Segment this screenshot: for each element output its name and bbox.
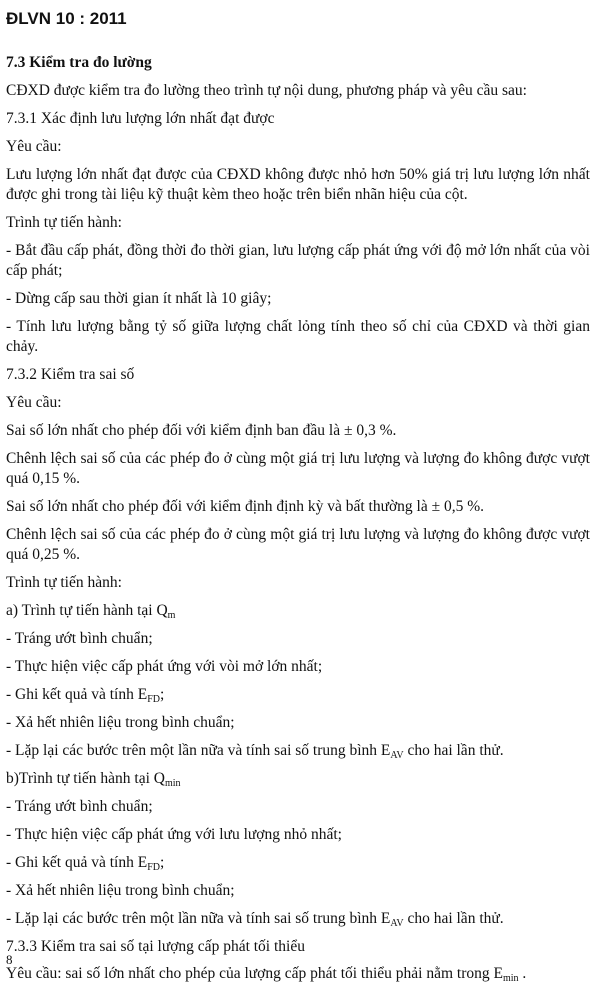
procedure-step: - Ghi kết quả và tính $E_{FD}$; (6, 686, 165, 705)
subsection-heading-733: 7.3.3 Kiểm tra sai số tại lượng cấp phát tối thiểu (6, 938, 305, 955)
requirement-line: Chênh lệch sai số của các phép đo ở cùng một giá trị lưu lượng và lượng đo không được vượt quá 0,25 %. (6, 526, 590, 563)
document-code-header: ĐLVN 10 : 2011 (6, 9, 127, 28)
procedure-label: Trình tự tiến hành: (6, 214, 122, 231)
procedure-step: - Tráng ướt bình chuẩn; (6, 630, 153, 647)
procedure-step: - Xả hết nhiên liệu trong bình chuẩn; (6, 882, 235, 899)
procedure-step: - Dừng cấp sau thời gian ít nhất là 10 giây; (6, 290, 272, 307)
procedure-step: - Xả hết nhiên liệu trong bình chuẩn; (6, 714, 235, 731)
requirement-line: Sai số lớn nhất cho phép đối với kiểm định định kỳ và bất thường là ± 0,5 %. (6, 498, 485, 515)
procedure-step: - Tráng ướt bình chuẩn; (6, 798, 153, 815)
requirement-text: Lưu lượng lớn nhất đạt được của CĐXD không được nhỏ hơn 50% giá trị lưu lượng lớn nhất được ghi trong tài liệu kỹ thuật kèm theo hoặc trên biển nhãn hiệu của cột. (6, 166, 590, 203)
procedure-a-heading: a) Trình tự tiến hành tại $Q_m$ (6, 602, 176, 621)
procedure-step: - Thực hiện việc cấp phát ứng với vòi mở lớn nhất; (6, 658, 323, 675)
procedure-step: - Lặp lại các bước trên một lần nữa và tính sai số trung bình $E_{AV}$ cho hai lần thử. (6, 742, 504, 761)
subsection-heading-732: 7.3.2 Kiểm tra sai số (6, 366, 135, 383)
requirement-label: Yêu cầu: (6, 394, 62, 411)
requirement-text: Yêu cầu: sai số lớn nhất cho phép của lượng cấp phát tối thiểu phải nằm trong $E_{min}$ . (6, 965, 527, 984)
section-heading: 7.3 Kiểm tra đo lường (6, 54, 152, 71)
subsection-heading-731: 7.3.1 Xác định lưu lượng lớn nhất đạt được (6, 110, 275, 127)
procedure-step: - Ghi kết quả và tính $E_{FD}$; (6, 854, 165, 873)
procedure-step: - Thực hiện việc cấp phát ứng với lưu lượng nhỏ nhất; (6, 826, 342, 843)
procedure-label: Trình tự tiến hành: (6, 574, 122, 591)
procedure-b-heading: b)Trình tự tiến hành tại $Q_{min}$ (6, 770, 181, 789)
page-number: 8 (6, 952, 13, 967)
procedure-step: - Bắt đầu cấp phát, đồng thời đo thời gian, lưu lượng cấp phát ứng với độ mở lớn nhất của vòi cấp phát; (6, 242, 590, 279)
requirement-label: Yêu cầu: (6, 138, 62, 155)
requirement-line: Chênh lệch sai số của các phép đo ở cùng một giá trị lưu lượng và lượng đo không được vượt quá 0,15 %. (6, 450, 590, 487)
requirement-line: Sai số lớn nhất cho phép đối với kiểm định ban đầu là ± 0,3 %. (6, 422, 397, 439)
procedure-step: - Tính lưu lượng bằng tỷ số giữa lượng chất lỏng tính theo số chỉ của CĐXD và thời gian chảy. (6, 318, 590, 355)
document-body (6, 53, 590, 992)
procedure-step: - Lặp lại các bước trên một lần nữa và tính sai số trung bình $E_{AV}$ cho hai lần thử. (6, 910, 504, 929)
intro-paragraph: CĐXD được kiểm tra đo lường theo trình tự nội dung, phương pháp và yêu cầu sau: (6, 82, 527, 99)
